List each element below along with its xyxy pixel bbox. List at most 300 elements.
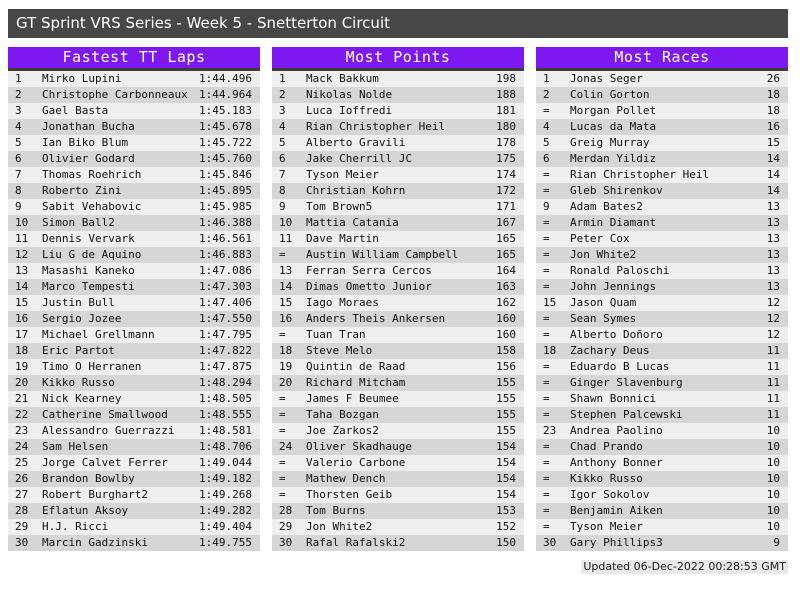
rank-cell: 17 [15, 328, 29, 341]
value-cell: 171 [496, 200, 516, 213]
table-row [272, 471, 524, 487]
table-row [8, 375, 260, 391]
value-cell: 10 [766, 504, 780, 517]
rank-cell: 30 [15, 536, 29, 549]
table-row [536, 391, 788, 407]
table-row [536, 311, 788, 327]
table-row [8, 103, 260, 119]
driver-name-cell: Jason Quam [570, 296, 637, 309]
driver-name-cell: Iago Moraes [306, 296, 379, 309]
value-cell: 163 [496, 280, 516, 293]
table-row [536, 439, 788, 455]
value-cell: 155 [496, 408, 516, 421]
rank-cell: 9 [543, 200, 550, 213]
driver-name-cell: Jake Cherrill JC [306, 152, 412, 165]
table-row [272, 375, 524, 391]
table-row [8, 439, 260, 455]
table-row [8, 167, 260, 183]
rank-cell: = [543, 360, 550, 373]
driver-name-cell: Mattia Catania [306, 216, 399, 229]
driver-name-cell: Sean Symes [570, 312, 637, 325]
rank-cell: 4 [543, 120, 550, 133]
driver-name-cell: Mirko Lupini [42, 72, 122, 85]
rank-cell: 23 [543, 424, 557, 437]
rank-cell: 16 [279, 312, 293, 325]
table-row [8, 183, 260, 199]
rank-cell: 11 [279, 232, 293, 245]
rank-cell: 2 [15, 88, 22, 101]
table-row [8, 119, 260, 135]
value-cell: 1:49.268 [199, 488, 252, 501]
value-cell: 1:46.561 [199, 232, 252, 245]
driver-name-cell: Chad Prando [570, 440, 643, 453]
value-cell: 1:45.760 [199, 152, 252, 165]
value-cell: 11 [766, 408, 780, 421]
driver-name-cell: Alessandro Guerrazzi [42, 424, 175, 437]
driver-name-cell: Liu G de Aquino [42, 248, 142, 261]
rank-cell: = [543, 280, 550, 293]
driver-name-cell: Marcin Gadzinski [42, 536, 148, 549]
driver-name-cell: Roberto Zini [42, 184, 122, 197]
table-header-most-points: Most Points [272, 47, 524, 71]
rank-cell: 4 [15, 120, 22, 133]
table-row [272, 199, 524, 215]
table-row [536, 119, 788, 135]
rank-cell: 29 [279, 520, 293, 533]
value-cell: 174 [496, 168, 516, 181]
driver-name-cell: Ferran Serra Cercos [306, 264, 432, 277]
table-row [8, 247, 260, 263]
driver-name-cell: Masashi Kaneko [42, 264, 135, 277]
rank-cell: 7 [15, 168, 22, 181]
driver-name-cell: Anthony Bonner [570, 456, 663, 469]
driver-name-cell: Ginger Slavenburg [570, 376, 683, 389]
rank-cell: = [543, 488, 550, 501]
table-row [272, 439, 524, 455]
table-row [8, 215, 260, 231]
value-cell: 1:48.581 [199, 424, 252, 437]
rank-cell: = [279, 328, 286, 341]
table-row [8, 487, 260, 503]
rank-cell: 28 [15, 504, 29, 517]
table-row [536, 471, 788, 487]
value-cell: 1:45.183 [199, 104, 252, 117]
table-row [536, 535, 788, 551]
rank-cell: = [543, 312, 550, 325]
driver-name-cell: Kikko Russo [570, 472, 643, 485]
table-body-most-points [272, 71, 524, 551]
value-cell: 14 [766, 152, 780, 165]
driver-name-cell: Gleb Shirenkov [570, 184, 663, 197]
rank-cell: 9 [15, 200, 22, 213]
driver-name-cell: Thomas Roehrich [42, 168, 142, 181]
rank-cell: 4 [279, 120, 286, 133]
value-cell: 1:45.846 [199, 168, 252, 181]
value-cell: 152 [496, 520, 516, 533]
table-row [272, 535, 524, 551]
value-cell: 1:49.755 [199, 536, 252, 549]
table-row [536, 407, 788, 423]
rank-cell: 5 [15, 136, 22, 149]
value-cell: 1:48.706 [199, 440, 252, 453]
table-row [536, 519, 788, 535]
value-cell: 1:45.985 [199, 200, 252, 213]
driver-name-cell: Kikko Russo [42, 376, 115, 389]
rank-cell: 15 [15, 296, 29, 309]
rank-cell: 19 [15, 360, 29, 373]
driver-name-cell: Morgan Pollet [570, 104, 657, 117]
table-row [272, 487, 524, 503]
driver-name-cell: Mack Bakkum [306, 72, 379, 85]
page-title: GT Sprint VRS Series - Week 5 - Snetterton Circuit [8, 9, 788, 38]
driver-name-cell: Brandon Bowlby [42, 472, 135, 485]
value-cell: 155 [496, 392, 516, 405]
rank-cell: = [543, 232, 550, 245]
driver-name-cell: Nick Kearney [42, 392, 122, 405]
driver-name-cell: Quintin de Raad [306, 360, 406, 373]
table-row [272, 151, 524, 167]
driver-name-cell: Richard Mitcham [306, 376, 406, 389]
driver-name-cell: Rian Christopher Heil [306, 120, 446, 133]
table-row [8, 327, 260, 343]
driver-name-cell: Sam Helsen [42, 440, 109, 453]
driver-name-cell: Alberto Doñoro [570, 328, 663, 341]
driver-name-cell: Eduardo B Lucas [570, 360, 670, 373]
value-cell: 1:45.678 [199, 120, 252, 133]
rank-cell: = [543, 168, 550, 181]
table-row [536, 199, 788, 215]
table-row [272, 215, 524, 231]
table-row [536, 71, 788, 87]
rank-cell: 29 [15, 520, 29, 533]
value-cell: 10 [766, 488, 780, 501]
rank-cell: = [543, 328, 550, 341]
rank-cell: 5 [279, 136, 286, 149]
value-cell: 1:44.964 [199, 88, 252, 101]
rank-cell: 15 [279, 296, 293, 309]
table-row [536, 279, 788, 295]
value-cell: 172 [496, 184, 516, 197]
table-row [8, 263, 260, 279]
table-row [8, 71, 260, 87]
rank-cell: 20 [15, 376, 29, 389]
rank-cell: = [543, 472, 550, 485]
rank-cell: 23 [15, 424, 29, 437]
driver-name-cell: Alberto Gravili [306, 136, 406, 149]
rank-cell: = [543, 264, 550, 277]
driver-name-cell: Eric Partot [42, 344, 115, 357]
rank-cell: = [279, 408, 286, 421]
value-cell: 11 [766, 360, 780, 373]
table-row [8, 519, 260, 535]
driver-name-cell: John Jennings [570, 280, 657, 293]
table-row [8, 343, 260, 359]
value-cell: 1:47.875 [199, 360, 252, 373]
driver-name-cell: Christophe Carbonneaux [42, 88, 188, 101]
driver-name-cell: Christian Kohrn [306, 184, 406, 197]
value-cell: 156 [496, 360, 516, 373]
table-row [8, 279, 260, 295]
rank-cell: 15 [543, 296, 557, 309]
rank-cell: 9 [279, 200, 286, 213]
table-row [8, 391, 260, 407]
driver-name-cell: Valerio Carbone [306, 456, 406, 469]
table-row [272, 247, 524, 263]
value-cell: 10 [766, 520, 780, 533]
driver-name-cell: Timo O Herranen [42, 360, 142, 373]
value-cell: 1:46.883 [199, 248, 252, 261]
driver-name-cell: Robert Burghart2 [42, 488, 148, 501]
rank-cell: = [543, 216, 550, 229]
table-row [8, 455, 260, 471]
rank-cell: 19 [279, 360, 293, 373]
table-fastest-tt-laps [8, 47, 260, 551]
table-row [536, 231, 788, 247]
table-row [536, 135, 788, 151]
table-row [536, 183, 788, 199]
table-row [272, 391, 524, 407]
table-row [536, 487, 788, 503]
rank-cell: 5 [543, 136, 550, 149]
table-header-most-races: Most Races [536, 47, 788, 71]
rank-cell: 20 [279, 376, 293, 389]
table-row [536, 247, 788, 263]
table-body-fastest-tt-laps [8, 71, 260, 551]
table-row [272, 503, 524, 519]
leaderboard-tables [8, 47, 788, 551]
rank-cell: 10 [15, 216, 29, 229]
value-cell: 1:49.404 [199, 520, 252, 533]
rank-cell: = [543, 440, 550, 453]
table-row [272, 103, 524, 119]
value-cell: 1:49.182 [199, 472, 252, 485]
rank-cell: 1 [279, 72, 286, 85]
value-cell: 180 [496, 120, 516, 133]
rank-cell: 28 [279, 504, 293, 517]
value-cell: 165 [496, 248, 516, 261]
table-row [8, 199, 260, 215]
table-row [536, 503, 788, 519]
table-row [272, 231, 524, 247]
value-cell: 11 [766, 376, 780, 389]
value-cell: 1:47.086 [199, 264, 252, 277]
table-row [536, 423, 788, 439]
value-cell: 13 [766, 280, 780, 293]
table-row [272, 359, 524, 375]
driver-name-cell: Michael Grellmann [42, 328, 155, 341]
driver-name-cell: H.J. Ricci [42, 520, 109, 533]
rank-cell: 27 [15, 488, 29, 501]
rank-cell: = [543, 408, 550, 421]
value-cell: 13 [766, 232, 780, 245]
table-row [272, 295, 524, 311]
table-row [536, 343, 788, 359]
value-cell: 164 [496, 264, 516, 277]
rank-cell: 30 [279, 536, 293, 549]
value-cell: 11 [766, 392, 780, 405]
table-row [536, 375, 788, 391]
driver-name-cell: Tom Brown5 [306, 200, 373, 213]
rank-cell: = [543, 184, 550, 197]
value-cell: 1:49.044 [199, 456, 252, 469]
value-cell: 1:47.406 [199, 296, 252, 309]
table-row [8, 359, 260, 375]
driver-name-cell: Jonathan Bucha [42, 120, 135, 133]
value-cell: 13 [766, 264, 780, 277]
rank-cell: 18 [15, 344, 29, 357]
driver-name-cell: Merdan Yildiz [570, 152, 657, 165]
rank-cell: 6 [543, 152, 550, 165]
value-cell: 12 [766, 312, 780, 325]
table-row [536, 359, 788, 375]
rank-cell: 8 [279, 184, 286, 197]
table-row [272, 407, 524, 423]
table-row [8, 135, 260, 151]
rank-cell: = [279, 424, 286, 437]
driver-name-cell: Armin Diamant [570, 216, 657, 229]
value-cell: 12 [766, 328, 780, 341]
rank-cell: = [543, 520, 550, 533]
value-cell: 160 [496, 312, 516, 325]
value-cell: 154 [496, 456, 516, 469]
rank-cell: = [543, 392, 550, 405]
driver-name-cell: Ronald Paloschi [570, 264, 670, 277]
table-row [272, 423, 524, 439]
driver-name-cell: Rian Christopher Heil [570, 168, 710, 181]
table-row [536, 167, 788, 183]
rank-cell: 12 [15, 248, 29, 261]
driver-name-cell: Lucas da Mata [570, 120, 657, 133]
table-most-races [536, 47, 788, 551]
value-cell: 13 [766, 200, 780, 213]
table-most-points [272, 47, 524, 551]
driver-name-cell: Tom Burns [306, 504, 366, 517]
table-row [8, 311, 260, 327]
table-header-fastest-tt-laps: Fastest TT Laps [8, 47, 260, 71]
table-row [8, 535, 260, 551]
rank-cell: 11 [15, 232, 29, 245]
table-row [272, 311, 524, 327]
rank-cell: 2 [543, 88, 550, 101]
table-row [536, 327, 788, 343]
rank-cell: 2 [279, 88, 286, 101]
rank-cell: 24 [15, 440, 29, 453]
table-row [8, 423, 260, 439]
value-cell: 155 [496, 376, 516, 389]
table-row [536, 151, 788, 167]
rank-cell: 18 [279, 344, 293, 357]
rank-cell: = [543, 504, 550, 517]
driver-name-cell: Luca Ioffredi [306, 104, 393, 117]
driver-name-cell: Catherine Smallwood [42, 408, 168, 421]
rank-cell: 6 [15, 152, 22, 165]
driver-name-cell: Gael Basta [42, 104, 109, 117]
driver-name-cell: Igor Sokolov [570, 488, 650, 501]
rank-cell: 22 [15, 408, 29, 421]
driver-name-cell: Jon White2 [570, 248, 637, 261]
driver-name-cell: Rafal Rafalski2 [306, 536, 406, 549]
value-cell: 14 [766, 184, 780, 197]
table-row [536, 263, 788, 279]
value-cell: 160 [496, 328, 516, 341]
driver-name-cell: Thorsten Geib [306, 488, 393, 501]
table-row [272, 119, 524, 135]
driver-name-cell: Stephen Palcewski [570, 408, 683, 421]
value-cell: 153 [496, 504, 516, 517]
driver-name-cell: Jon White2 [306, 520, 373, 533]
value-cell: 181 [496, 104, 516, 117]
rank-cell: 25 [15, 456, 29, 469]
rank-cell: 30 [543, 536, 557, 549]
driver-name-cell: Mathew Dench [306, 472, 386, 485]
rank-cell: 1 [15, 72, 22, 85]
table-row [536, 215, 788, 231]
rank-cell: 1 [543, 72, 550, 85]
driver-name-cell: Oliver Skadhauge [306, 440, 412, 453]
value-cell: 9 [773, 536, 780, 549]
table-row [272, 343, 524, 359]
value-cell: 1:49.282 [199, 504, 252, 517]
table-row [272, 87, 524, 103]
table-row [272, 183, 524, 199]
value-cell: 162 [496, 296, 516, 309]
table-row [8, 471, 260, 487]
value-cell: 167 [496, 216, 516, 229]
table-row [272, 327, 524, 343]
driver-name-cell: Sabit Vehabovic [42, 200, 142, 213]
rank-cell: = [543, 456, 550, 469]
table-row [8, 295, 260, 311]
value-cell: 1:47.822 [199, 344, 252, 357]
table-row [536, 295, 788, 311]
rank-cell: 16 [15, 312, 29, 325]
value-cell: 1:45.895 [199, 184, 252, 197]
driver-name-cell: Joe Zarkos2 [306, 424, 379, 437]
rank-cell: = [543, 104, 550, 117]
rank-cell: 14 [15, 280, 29, 293]
driver-name-cell: James F Beumee [306, 392, 399, 405]
driver-name-cell: Ian Biko Blum [42, 136, 129, 149]
value-cell: 10 [766, 472, 780, 485]
rank-cell: 3 [279, 104, 286, 117]
driver-name-cell: Anders Theis Ankersen [306, 312, 446, 325]
value-cell: 165 [496, 232, 516, 245]
driver-name-cell: Tyson Meier [570, 520, 643, 533]
driver-name-cell: Shawn Bonnici [570, 392, 657, 405]
rank-cell: = [279, 248, 286, 261]
driver-name-cell: Zachary Deus [570, 344, 650, 357]
driver-name-cell: Simon Ball2 [42, 216, 115, 229]
rank-cell: 24 [279, 440, 293, 453]
table-row [536, 455, 788, 471]
value-cell: 26 [766, 72, 780, 85]
value-cell: 16 [766, 120, 780, 133]
value-cell: 13 [766, 248, 780, 261]
value-cell: 155 [496, 424, 516, 437]
table-row [8, 87, 260, 103]
value-cell: 198 [496, 72, 516, 85]
value-cell: 1:45.722 [199, 136, 252, 149]
rank-cell: 21 [15, 392, 29, 405]
value-cell: 18 [766, 104, 780, 117]
driver-name-cell: Jonas Seger [570, 72, 643, 85]
table-row [536, 103, 788, 119]
table-row [536, 87, 788, 103]
driver-name-cell: Benjamin Aiken [570, 504, 663, 517]
table-row [8, 503, 260, 519]
rank-cell: 8 [15, 184, 22, 197]
value-cell: 1:47.550 [199, 312, 252, 325]
